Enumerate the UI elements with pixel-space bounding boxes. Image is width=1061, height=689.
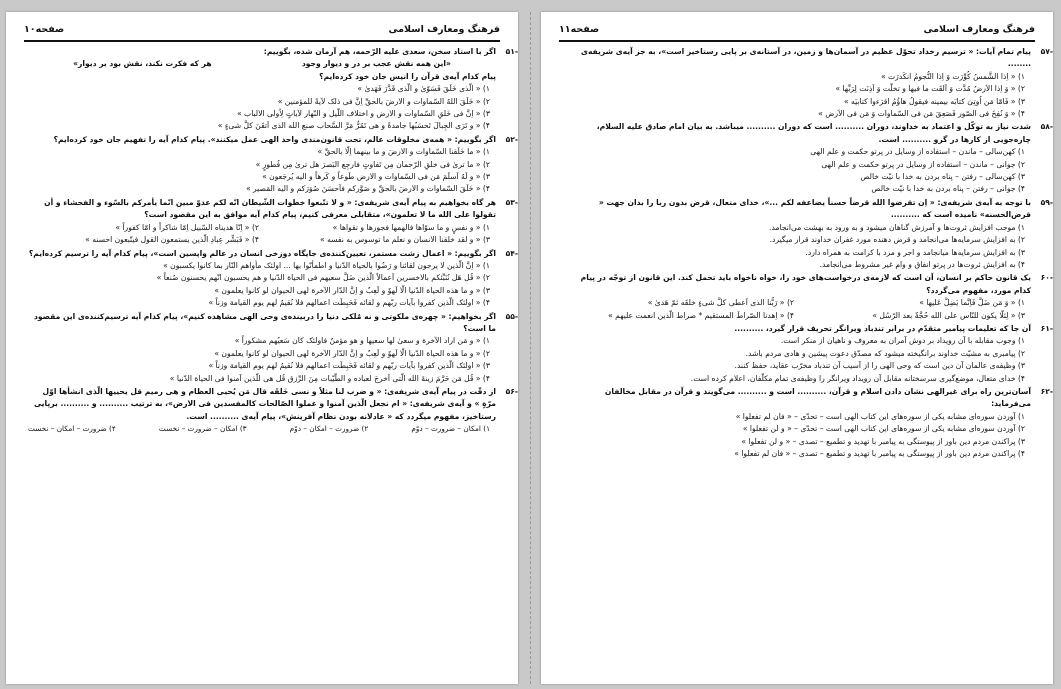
option-2: ۲) آوردن سوره‌ای مشابه یکی از سوره‌های این کتاب الهی است – تحدّی – « و لن تفعلوا » — [742, 424, 1025, 434]
option-4: ۴) « فَبَشِّر عِبادِ الّذین یستمعون القول فیتّبعون احسنه » — [85, 235, 259, 245]
questions-column — [28, 46, 518, 437]
option-3: ۳) « اِنَّ فی خَلقِ السّماوات و الارض و اختلاف اللّیل و النّهار لآیاتٍ لِاُولی الالباب » — [236, 109, 490, 119]
question-stem: از دقّت در پیام آیه‌ی شریفه‌ی: « و ضرب لنا مثلاً و نسی خَلقَه قال مَن یُحیی العظام و هی رمیم قل یحییها الّذی انشأها اوّل مرّةٍ » و آیه‌ی شریفه‌ی: « ام نجعل الّذین آمنوا و عملوا الصّالحات کالمفسدین فی الارض»، به ترتیب .......... و .......... برپایی رستاخیز، مفهوم میگردد که « عادلانه بودن نظام آفرینش»، پیام آیه‌ی .......... است. — [33, 386, 496, 421]
option-1: ۱) « وَ مَن ضَلَّ فَاِنَّما یَضِلُّ عَلیها » — [919, 298, 1025, 308]
option-4: ۴) « اِهدنا الصّراطَ المستقیم * صراط الّذین انعمت علیهم » — [608, 310, 794, 320]
option-4: ۴) « وَ نُفِخَ فی الصّور فَصَعِقَ مَن فی السّماوات وَ مَن فی الاَرض » — [818, 109, 1025, 119]
option-2: ۲) « اِنّا هدیناه السّبیل اِمّا شاکراً و امّا کفوراً » — [115, 222, 259, 232]
questions-column — [563, 46, 1053, 461]
page-gutter — [530, 12, 531, 684]
option-2: ۲) « ما تریٰ فی خلقِ الرّحمان مِن تَفاوتٍ فارجِع البَصرَ هل تریٰ مِن فُطورٍ » — [255, 159, 490, 169]
option-4: ۴) ضرورت – امکان – نخست — [28, 424, 116, 434]
question-number: ۵۸- — [1040, 122, 1053, 132]
option-4: ۴) جوانی – رفتن – پناه بردن به خدا با نیّت خالص — [871, 184, 1025, 194]
question-stem: اگر بخواهیم: « چهره‌ی ملکوتی و نه مُلکی دنیا را دربینده‌ی وحی الهی مشاهده کنیم»، پیام کدام آیه ترسیم‌کننده‌ی این مقصود ما است؟ — [34, 311, 496, 333]
poem-verse — [28, 58, 496, 70]
question-number: ۵۴- — [505, 248, 518, 258]
option-3: ۳) « فَامّا مَن اُوتِیَ کتابَه بیمینه فیقولُ هاؤُمُ اقرَءوا کتابیَه » — [843, 96, 1025, 106]
option-2: ۲) ضرورت – امکان – دوّم — [289, 424, 369, 434]
question-56 — [28, 386, 518, 436]
question-54 — [28, 248, 518, 310]
option-3: ۳) امکان – ضرورت – نخست — [158, 424, 247, 434]
options-row — [28, 234, 496, 246]
question-stem: آن جا که تعلیمات پیامبر متقدّم در برابر تندباد ویرانگر تحریف قرار گیرد، .......... — [734, 323, 1031, 333]
question-stem: آسان‌ترین راه برای غیرالهی نشان دادن اسلام و قرآن، .......... است و .......... می‌گویند و قرآن در مقابل مخالفان می‌فرماید: — [604, 386, 1031, 409]
option-1: ۱) « و مَن اراد الآخرة و سعیٰ لها سعیها و هو مؤمنٌ فاولئک کان سَعیُهم مشکوراً » — [234, 336, 490, 346]
option-1: ۱) آوردن سوره‌ای مشابه یکی از سوره‌های این کتاب الهی است – تحدّی – « فان لم تفعلوا » — [735, 411, 1025, 421]
question-number: ۶۲- — [1040, 386, 1053, 396]
question-number: ۵۹- — [1040, 197, 1053, 207]
option-4: ۴) « و تَرَی الجِبالَ تَحسَبُها جامدةً و هی تَمُرُّ مَرَّ السَّحاب صنع الله الذی اَتقَنَ کلَّ شیءٍ » — [217, 121, 490, 131]
question-number: ۶۰- — [1040, 273, 1053, 283]
document-page-10 — [6, 12, 518, 684]
question-60 — [563, 272, 1053, 322]
option-1: ۱) « اِنَّ الّذین لا یرجون لقائنا و رَضُوا بالحیاة الدّنیا و اطمأنّوا بها ... اولئک مأواهم النّار بما کانوا یکسبون » — [163, 260, 490, 270]
question-number: ۵۵- — [505, 311, 518, 321]
option-3: ۳) به افزایش سرمایه‌ها میانجامد و اجر و مزد با کرامت به همراه دارد. — [805, 247, 1025, 257]
question-number: ۵۶- — [505, 386, 518, 396]
page-header-title: فرهنگ ومعارف اسلامی — [388, 24, 500, 35]
page-header — [559, 22, 1035, 42]
option-1: ۱) کهن‌سالی – ماندن – استفاده از وسایل در پرتو حکمت و علم الهی — [810, 147, 1025, 157]
option-1: ۱) « الّذی خَلَقَ فَسَوّیٰ و الّذی قَدَّرَ فَهَدیٰ » — [357, 84, 490, 94]
option-2: ۲) « خَلَقَ اللهُ السّماوات و الارضَ بالحقِّ اِنَّ فی ذلک لآیةً للمؤمنین » — [277, 96, 490, 106]
option-1: ۱) وجوب مقابله با آن رویداد بر دوش آمران به معروف و ناهیان از منکر است. — [780, 336, 1025, 346]
option-3: ۳) « لِئلّا یکون للنّاس علی الله حُجَّةٌ بعد الرّسُل » — [872, 310, 1025, 320]
question-stem: اگر بگوییم: « همه‌ی مخلوقات عالم، تحت قانون‌مندی واحد الهی عمل میکنند». پیام کدام آیه را تفهیم جان خود کرده‌ایم؟ — [53, 134, 496, 144]
options-row — [563, 310, 1031, 322]
question-number: ۵۱- — [505, 47, 518, 56]
option-3: ۳) « و لقد خلقنا الانسان و نعلم ما توسوس به نفسه » — [320, 235, 490, 245]
option-2: ۲) « رَبُّنا الذی اَعطی کلَّ شیءٍ خلقَه ثمّ هَدیٰ » — [647, 298, 794, 308]
document-page-11 — [541, 12, 1053, 684]
question-stem-2: پیام کدام آیه‌ی قرآن را انیس جان خود کرده‌ایم؟ — [319, 71, 496, 81]
option-3: ۳) وظیفه‌ی عالمان آن دین است که وحی الهی را از آسیب آن تندباد مخرّب عقاید، حفظ کنند. — [734, 361, 1025, 371]
page-header — [24, 22, 500, 42]
question-number: ۶۱- — [1040, 323, 1053, 333]
question-stem: پیام تمام آیات: « ترسیم رخداد تحوّل عظیم در آسمان‌ها و زمین، در آستانه‌ی بر پایی رستاخیز است»، به جز آیه‌ی شریفه‌ی ........ — [580, 47, 1031, 69]
option-1: ۱) « ما خَلَقنا السّماوات و الارضَ و ما بینهما اِلّا بالحقِّ » — [317, 147, 490, 157]
option-4: ۴) « قُل مَن حَرَّمَ زینةَ الله الّتی اَخرجَ لعباده و الطّیّبات مِنَ الرِّزق قُل هی للّذین آمنوا فی الحیاة الدّنیا » — [169, 373, 490, 383]
poem-hemistich-1: «این همه نقش عجب بر در و دیوار وجود — [301, 59, 451, 69]
option-3: ۳) پراکندن مردم دین باور از پیوستگی به پیامبر با تهدید و تطمیع – تصدی – « و لن تفعلوا » — [741, 436, 1025, 446]
option-2: ۲) جوانی – ماندن – استفاده از وسایل در پرتو حکمت و علم الهی — [821, 159, 1025, 169]
option-2: ۲) « و ما هذه الحیاة الدّنیا الّا لَهوٌ و لَعِبٌ و اِنَّ الدّار الآخرة لهی الحیوان لو کانوا یعلمون » — [214, 348, 490, 358]
question-stem: با توجه به آیه‌ی شریفه‌ی: « اِن تقرضوا الله قرضاً حسناً یضاعفه لکم ...»، خدای متعال، قرض بدون ربا را بدان جهت « قرض‌الحسنه» نامیده است که .......... — [598, 197, 1031, 220]
option-3: ۳) « و لَهُ اَسلَمَ مَن فی السّماوات و الارض طَوعاً و کَرهاً و الیه یُرجَعون » — [262, 172, 490, 182]
options-row — [28, 222, 496, 234]
option-2: ۲) به افزایش سرمایه‌ها می‌انجامد و قرض دهنده مورد غفران خداوند قرار میگیرد. — [769, 235, 1025, 245]
question-stem: هر گاه بخواهیم به پیام آیه‌ی شریفه‌ی: « و لا تتّبعوا خطوات الشّیطان انّه لکم عدوّ مبین انّما یأمرکم بالسّوء و الفحشاء و أن تقولوا علی الله ما لا تعلمون»، متقابلی معرفی کنیم، پیام کدام آیه موافق به این مقصود است؟ — [44, 197, 496, 220]
options-row — [28, 423, 496, 435]
question-stem: شدت نیاز به توکّل و اعتماد به خداوند، دوران .......... است که دوران .......... میباشد. به بیان امام صادق علیه السلام، چاره‌جویی از کارها در گرو .......... است. — [596, 122, 1031, 144]
page-number: صفحه۱۱ — [559, 24, 600, 35]
option-3: ۳) « و ما هذه الحیاة الدّنیا الّا لَهوٌ و لَعِبٌ و اِنَّ الدّار الآخرة لهی الحیوان لو کانوا یعلمون » — [214, 285, 490, 295]
option-1: ۱) « اِذا الشَّمسُ کُوِّرَت وَ اِذا النُّجومُ انکَدرَت » — [880, 71, 1025, 81]
option-4: ۴) « اولئک الّذین کفروا بآیات ربّهم و لقائه فَحَبِطَت اعمالهم فلا نُقیمُ لهم یوم القیامة وزناً » — [208, 298, 490, 308]
question-stem: اگر با استاد سخن، سعدی علیه الرّحمه، هم آرمان شده، بگوییم: — [263, 47, 496, 56]
option-2: ۲) « وَ اِذا الاَرضُ مُدَّت وَ اَلقَت ما فیها و تخلَّت وَ اَذِنَت لِرَبِّها » — [835, 84, 1025, 94]
option-4: ۴) به افزایش ثروت‌ها در پرتو انفاق و وام غیر مشروط می‌انجامد. — [819, 259, 1025, 269]
question-62 — [563, 386, 1053, 460]
option-4: ۴) پراکندن مردم دین باور از پیوستگی به پیامبر با تهدید و تطمیع – تصدی – « فان لم تفعلوا » — [734, 449, 1025, 458]
question-51 — [28, 46, 518, 133]
question-52 — [28, 134, 518, 196]
options-row — [563, 297, 1031, 309]
question-53 — [28, 197, 518, 247]
question-stem: اگر بگوییم: « اعمال زشت مستمر، تعیین‌کننده‌ی جایگاه دوزخی انسان در عالم واپسین است»، پیام کدام آیه را ترسیم کرده‌ایم؟ — [28, 248, 496, 258]
option-4: ۴) « خَلَقَ السّماوات و الارضَ بالحقِّ و صَوَّرکم فاَحسَنَ صُوَرَکم و الیه المَصیر » — [245, 184, 490, 194]
option-3: ۳) کهن‌سالی – رفتن – پناه بردن به خدا با نیّت خالص — [860, 172, 1025, 182]
question-number: ۵۲- — [505, 134, 518, 144]
question-number: ۵۳- — [505, 197, 518, 207]
option-1: ۱) امکان – ضرورت – دوّم — [411, 424, 490, 434]
option-1: ۱) موجب افزایش ثروت‌ها و آمرزش گناهان میشود و به ورود به بهشت می‌انجامد. — [769, 222, 1025, 232]
question-55 — [28, 311, 518, 385]
question-59 — [563, 197, 1053, 271]
question-number: ۵۷- — [1040, 47, 1053, 56]
question-61 — [563, 323, 1053, 385]
question-57 — [563, 46, 1053, 120]
page-header-title: فرهنگ ومعارف اسلامی — [923, 24, 1035, 35]
option-3: ۳) « اولئک الّذین کفروا بآیات ربّهم و لقائه فَحَبِطَت اعمالهم فلا نُقیمُ لهم یوم القیامة وزناً » — [208, 361, 490, 371]
poem-hemistich-2: هر که فکرت نکند، نقش بود بر دیوار» — [73, 59, 212, 69]
question-58 — [563, 121, 1053, 195]
option-4: ۴) خدای متعال، موضع‌گیری سرسختانه مقابل آن رویداد ویرانگر را وظیفه‌ی تمام مکلّفان، اعلام کرده است. — [690, 373, 1025, 383]
page-number: صفحه۱۰ — [24, 24, 65, 35]
option-2: ۲) « قُل هَل نُنَبِّئکم بالاخسرین اَعمالاً الّذین ضَلَّ سعیهم فی الحیاة الدّنیا و هم یحسبون انّهم یحسنون صُنعاً » — [156, 273, 490, 283]
option-2: ۲) پیامبری به مشیّت خداوند برانگیخته میشود که مصدّق دعوت پیشین و هادی مردم باشد. — [745, 348, 1025, 358]
option-1: ۱) « و نفسٍ و ما سوّاها فالهمها فجورها و تقواها » — [332, 222, 490, 232]
question-stem: یک قانون حاکم بر انسان، آن است که لازمه‌ی درخواست‌های خود را، خواه ناخواه باید تحمل کند. این قانون از توجّه در پیام کدام مورد، مفهوم می‌گردد؟ — [580, 273, 1031, 295]
